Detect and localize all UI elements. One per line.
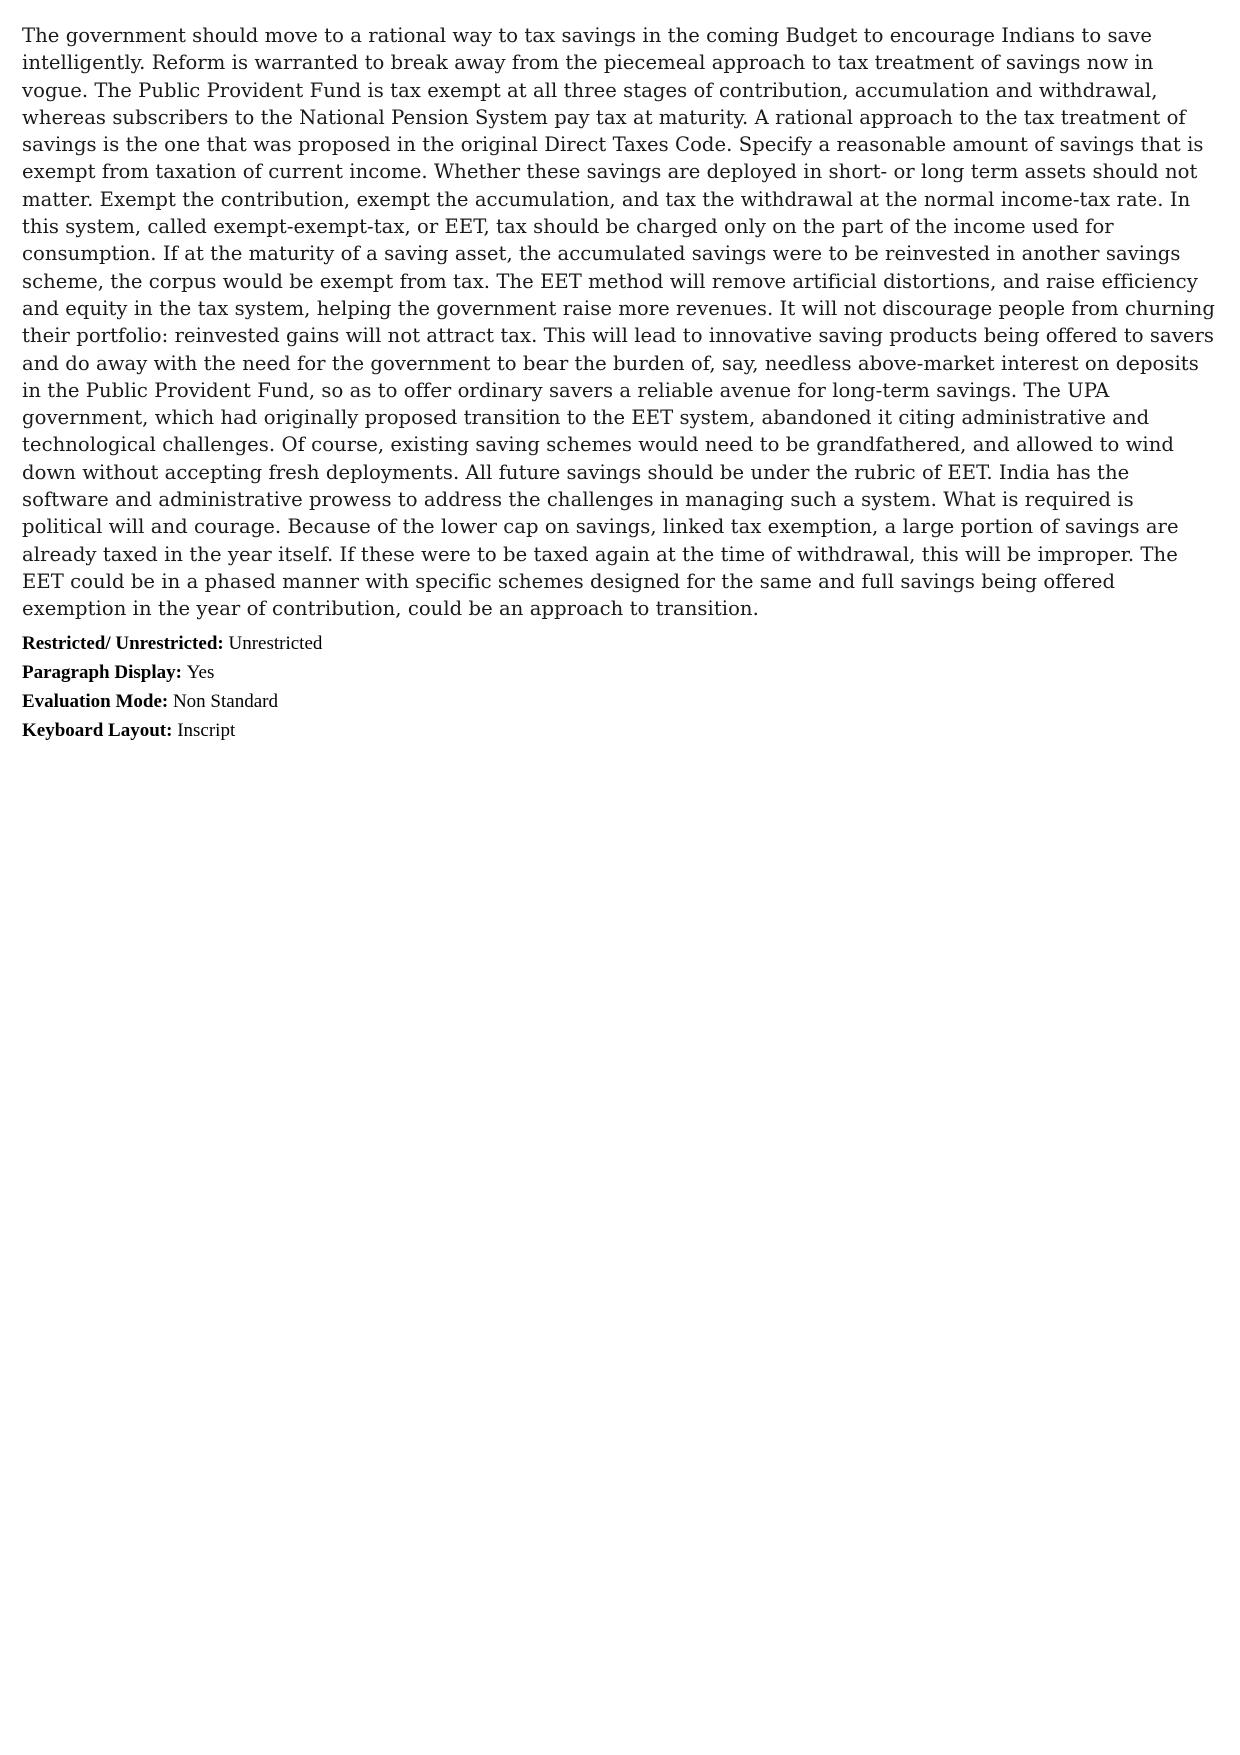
setting-evaluation-mode — [22, 687, 1218, 716]
setting-evaluation-mode-value: Non Standard — [172, 690, 278, 712]
document-page — [22, 22, 1218, 745]
setting-restricted-label: Restricted/ Unrestricted: — [22, 632, 229, 654]
setting-paragraph-display-label: Paragraph Display: — [22, 661, 187, 683]
setting-evaluation-mode-label: Evaluation Mode: — [22, 690, 173, 712]
settings-list — [22, 629, 1218, 745]
passage-text: The government should move to a rational way to tax savings in the coming Budget to encourage Indians to save intelligently. Reform is warranted to break away from the piecemeal approach to tax treatment of savings now in vogue. The Public Provident Fund is tax exempt at all three stages of contribution, accumulation and withdrawal, whereas subscribers to the National Pension System pay tax at maturity. A rational approach to the tax treatment of savings is the one that was proposed in the original Direct Taxes Code. Specify a reasonable amount of savings that is exempt from taxation of current income. Whether these savings are deployed in short- or long term assets should not matter. Exempt the contribution, exempt the accumulation, and tax the withdrawal at the normal income-tax rate. In this system, called exempt-exempt-tax, or EET, tax should be charged only on the part of the income used for consumption. If at the maturity of a saving asset, the accumulated savings were to be reinvested in another savings scheme, the corpus would be exempt from tax. The EET method will remove artificial distortions, and raise efficiency and equity in the tax system, helping the government raise more revenues. It will not discourage people from churning their portfolio: reinvested gains will not attract tax. This will lead to innovative saving products being offered to savers and do away with the need for the government to bear the burden of, say, needless above-market interest on deposits in the Public Provident Fund, so as to offer ordinary savers a reliable avenue for long-term savings. The UPA government, which had originally proposed transition to the EET system, abandoned it citing administrative and technological challenges. Of course, existing saving schemes would need to be grandfathered, and allowed to wind down without accepting fresh deployments. All future savings should be under the rubric of EET. India has the software and administrative prowess to address the challenges in managing such a system. What is required is political will and courage. Because of the lower cap on savings, linked tax exemption, a large portion of savings are already taxed in the year itself. If these were to be taxed again at the time of withdrawal, this will be improper. The EET could be in a phased manner with specific schemes designed for the same and full savings being offered exemption in the year of contribution, could be an approach to transition. — [22, 24, 1215, 621]
setting-keyboard-layout — [22, 716, 1218, 745]
setting-keyboard-layout-value: Inscript — [177, 719, 236, 741]
setting-paragraph-display-value: Yes — [186, 661, 215, 683]
setting-paragraph-display — [22, 658, 1218, 687]
setting-keyboard-layout-label: Keyboard Layout: — [22, 719, 178, 741]
setting-restricted-value: Unrestricted — [228, 632, 323, 654]
setting-restricted — [22, 629, 1218, 658]
